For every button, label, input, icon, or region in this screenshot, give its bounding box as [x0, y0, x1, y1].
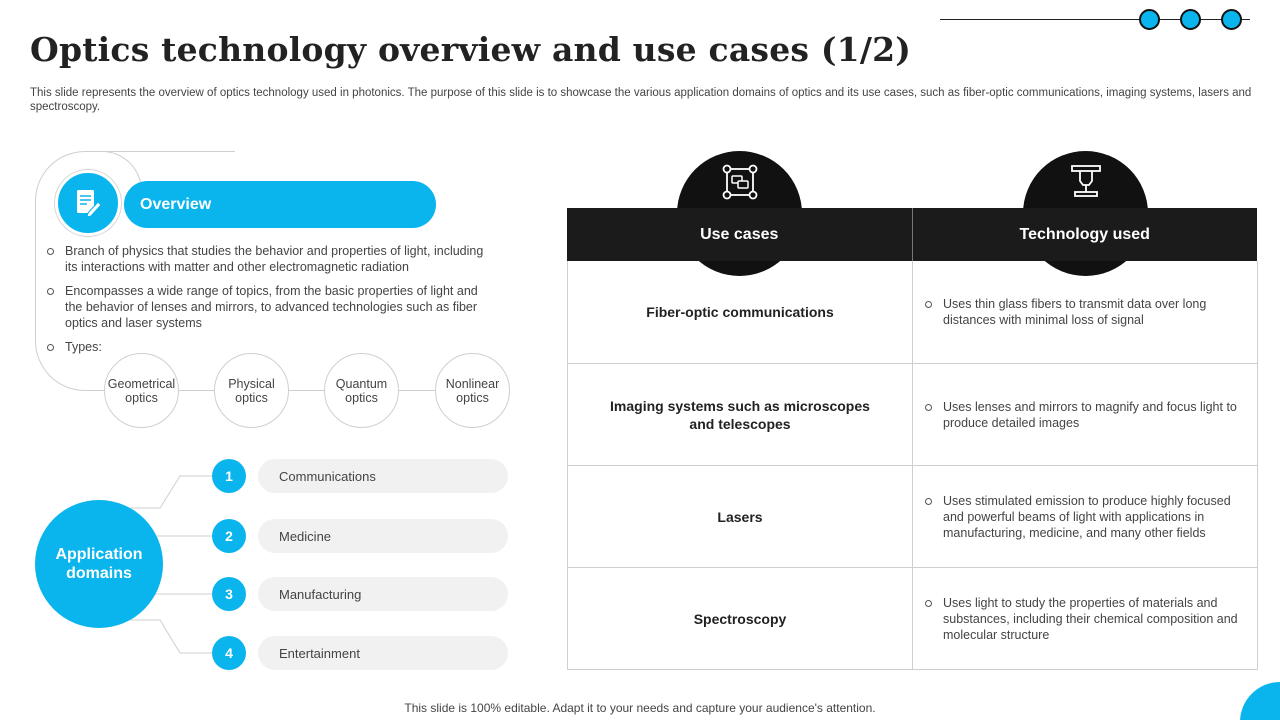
- domain-number: 1: [212, 459, 246, 493]
- overview-bullet: Branch of physics that studies the behavior and properties of light, including its interactions with matter and other electromagnetic radiation: [46, 243, 491, 275]
- type-quantum-optics: Quantum optics: [324, 353, 399, 428]
- slide-title: Optics technology overview and use cases (1/2): [30, 30, 912, 69]
- domain-item-medicine: Medicine: [258, 519, 508, 553]
- use-case-cell: Imaging systems such as microscopes and telescopes: [568, 364, 913, 465]
- header-decoration-line: [940, 19, 1250, 20]
- slide-subtitle: This slide represents the overview of optics technology used in photonics. The purpose of this slide is to showcase the various application domains of optics and its use cases, such as fiber-optic communications, imaging systems, lasers and spectroscopy.: [30, 87, 1252, 113]
- technology-text: Uses light to study the properties of materials and substances, including their chemical composition and molecular structure: [924, 595, 1245, 643]
- domain-number: 4: [212, 636, 246, 670]
- type-physical-optics: Physical optics: [214, 353, 289, 428]
- header-decoration-dot: [1221, 9, 1242, 30]
- table-row: [568, 261, 1257, 363]
- header-use-cases: Use cases: [567, 208, 913, 261]
- overview-title: Overview: [140, 196, 212, 213]
- table-row: [568, 363, 1257, 465]
- table-row: [568, 567, 1257, 669]
- technology-cell: [913, 466, 1257, 567]
- overview-bullet: Encompasses a wide range of topics, from the basic properties of light and the behavior of lenses and mirrors, to advanced technologies such as fiber optics and laser systems: [46, 283, 491, 331]
- application-domains-circle: Application domains: [35, 500, 163, 628]
- table-row: [568, 465, 1257, 567]
- domain-item-communications: Communications: [258, 459, 508, 493]
- type-nonlinear-optics: Nonlinear optics: [435, 353, 510, 428]
- laser-machine-icon: [1067, 163, 1105, 201]
- use-case-cell: Spectroscopy: [568, 568, 913, 669]
- header-decoration-dot: [1180, 9, 1201, 30]
- domain-item-entertainment: Entertainment: [258, 636, 508, 670]
- technology-cell: [913, 261, 1257, 363]
- use-case-cell: Lasers: [568, 466, 913, 567]
- technology-cell: [913, 568, 1257, 669]
- header-decoration-dot: [1139, 9, 1160, 30]
- overview-bullet: Types:: [46, 339, 491, 355]
- corner-decoration: [1240, 682, 1280, 720]
- use-cases-table: [567, 261, 1258, 670]
- network-chat-icon: [721, 163, 759, 201]
- use-case-cell: Fiber-optic communications: [568, 261, 913, 363]
- table-header: [567, 208, 1257, 261]
- domain-number: 3: [212, 577, 246, 611]
- domain-number: 2: [212, 519, 246, 553]
- technology-cell: [913, 364, 1257, 465]
- technology-text: Uses thin glass fibers to transmit data over long distances with minimal loss of signal: [924, 296, 1245, 328]
- header-technology-used: Technology used: [1019, 225, 1150, 243]
- domain-item-manufacturing: Manufacturing: [258, 577, 508, 611]
- type-geometrical-optics: Geometrical optics: [104, 353, 179, 428]
- slide-footer: This slide is 100% editable. Adapt it to your needs and capture your audience's attention.: [404, 701, 876, 715]
- technology-text: Uses lenses and mirrors to magnify and focus light to produce detailed images: [924, 399, 1245, 431]
- technology-text: Uses stimulated emission to produce highly focused and powerful beams of light with applications in manufacturing, medicine, and many other fields: [924, 493, 1245, 541]
